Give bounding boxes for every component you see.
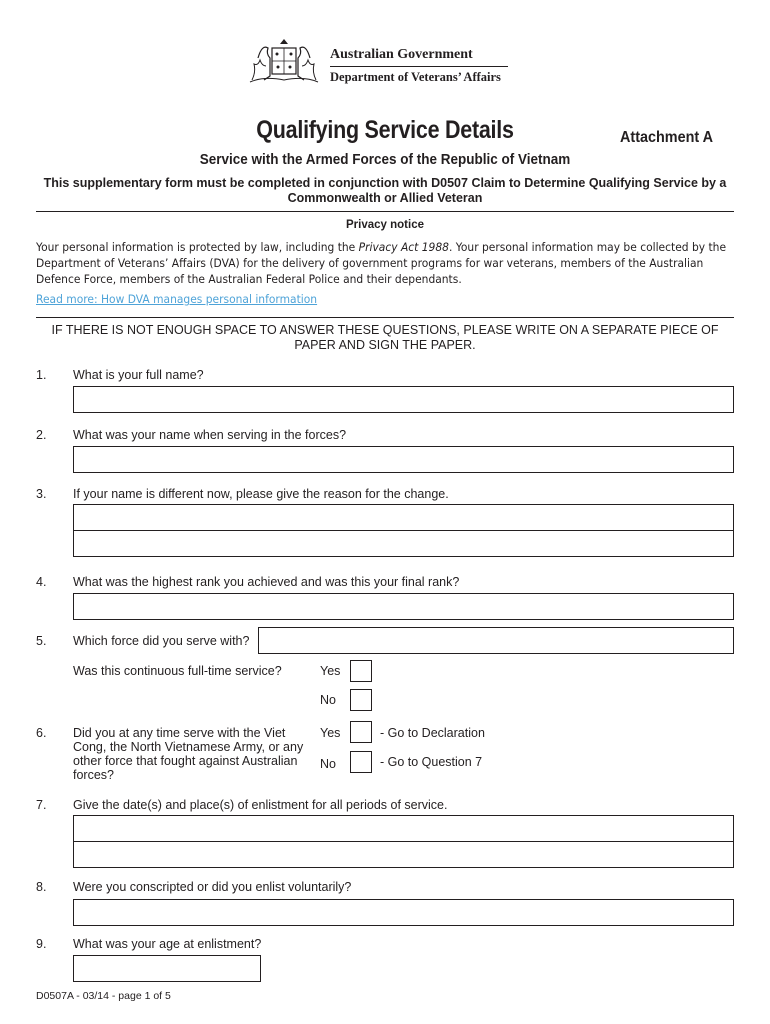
enlistment-field-line2[interactable] bbox=[73, 841, 734, 868]
enemy-service-yes-checkbox[interactable] bbox=[350, 721, 372, 743]
no-note: - Go to Question 7 bbox=[380, 755, 483, 769]
no-label: No bbox=[320, 757, 336, 771]
question-text: Which force did you serve with? bbox=[73, 634, 250, 648]
crest-icon bbox=[244, 36, 324, 88]
conscription-field[interactable] bbox=[73, 899, 734, 926]
privacy-act: Privacy Act 1988 bbox=[358, 240, 449, 254]
question-text: What was your age at enlistment? bbox=[73, 937, 262, 951]
question-text: If your name is different now, please give the reason for the change. bbox=[73, 487, 449, 501]
question-number: 7. bbox=[36, 798, 47, 812]
coat-of-arms-logo bbox=[244, 36, 324, 88]
question-number: 3. bbox=[36, 487, 47, 501]
supplementary-note: This supplementary form must be completed in conjunction with D0507 Claim to Determine Qualifying Service by a Commonwealth or Allied Veteran bbox=[43, 176, 727, 205]
force-field[interactable] bbox=[258, 627, 734, 654]
attachment-label: Attachment A bbox=[620, 129, 714, 146]
page-subtitle: Service with the Armed Forces of the Republic of Vietnam bbox=[199, 151, 571, 168]
full-name-field[interactable] bbox=[73, 386, 734, 413]
question-text: Give the date(s) and place(s) of enlistment for all periods of service. bbox=[73, 798, 448, 812]
question-number: 5. bbox=[36, 634, 47, 648]
question-number: 6. bbox=[36, 726, 47, 740]
question-text: What was the highest rank you achieved and was this your final rank? bbox=[73, 575, 460, 589]
name-change-reason-field-line2[interactable] bbox=[73, 530, 734, 557]
divider bbox=[36, 211, 734, 212]
question-number: 9. bbox=[36, 937, 47, 951]
yes-label: Yes bbox=[320, 726, 341, 740]
space-notice: IF THERE IS NOT ENOUGH SPACE TO ANSWER THESE QUESTIONS, PLEASE WRITE ON A SEPARATE PIECE OF PAPER AND SIGN THE PAPER. bbox=[51, 323, 719, 352]
read-more bbox=[36, 292, 317, 306]
enlistment-field-line1[interactable] bbox=[73, 815, 734, 842]
no-label: No bbox=[320, 693, 336, 707]
read-more-prefix: Read more: bbox=[36, 292, 101, 306]
privacy-text-after: . Your personal information may be collected by the Department of Veterans’ Affairs (DVA) for the delivery of government programs for war veterans, members of the Australian Defence Force, members of the Australian Federal Police and their dependants. bbox=[36, 240, 727, 286]
enemy-service-no-checkbox[interactable] bbox=[350, 751, 372, 773]
privacy-link[interactable]: How DVA manages personal information bbox=[100, 292, 318, 306]
fulltime-yes-checkbox[interactable] bbox=[350, 660, 372, 682]
question-text: Did you at any time serve with the Viet Cong, the North Vietnamese Army, or any other force that fought against Australian forces? bbox=[73, 726, 304, 782]
fulltime-no-checkbox[interactable] bbox=[350, 689, 372, 711]
question-number: 4. bbox=[36, 575, 47, 589]
highest-rank-field[interactable] bbox=[73, 593, 734, 620]
privacy-heading: Privacy notice bbox=[346, 219, 424, 231]
yes-label: Yes bbox=[320, 664, 341, 678]
age-field[interactable] bbox=[73, 955, 261, 982]
question-text: Were you conscripted or did you enlist voluntarily? bbox=[73, 880, 352, 894]
gov-name: Australian Government bbox=[330, 47, 473, 62]
service-name-field[interactable] bbox=[73, 446, 734, 473]
privacy-text-before: Your personal information is protected by law, including the bbox=[36, 240, 359, 254]
page-footer: D0507A - 03/14 - page 1 of 5 bbox=[36, 990, 171, 1002]
question-number: 1. bbox=[36, 368, 47, 382]
yes-note: - Go to Declaration bbox=[380, 726, 485, 740]
header-divider bbox=[330, 66, 508, 67]
question-number: 8. bbox=[36, 880, 47, 894]
privacy-text bbox=[36, 239, 734, 287]
dept-name: Department of Veterans’ Affairs bbox=[330, 70, 501, 84]
page-title: Qualifying Service Details bbox=[256, 116, 514, 144]
question-text: What was your name when serving in the forces? bbox=[73, 428, 347, 442]
question-number: 2. bbox=[36, 428, 47, 442]
question-text: What is your full name? bbox=[73, 368, 204, 382]
divider bbox=[36, 317, 734, 318]
question-subtext: Was this continuous full-time service? bbox=[73, 664, 282, 678]
name-change-reason-field-line1[interactable] bbox=[73, 504, 734, 531]
